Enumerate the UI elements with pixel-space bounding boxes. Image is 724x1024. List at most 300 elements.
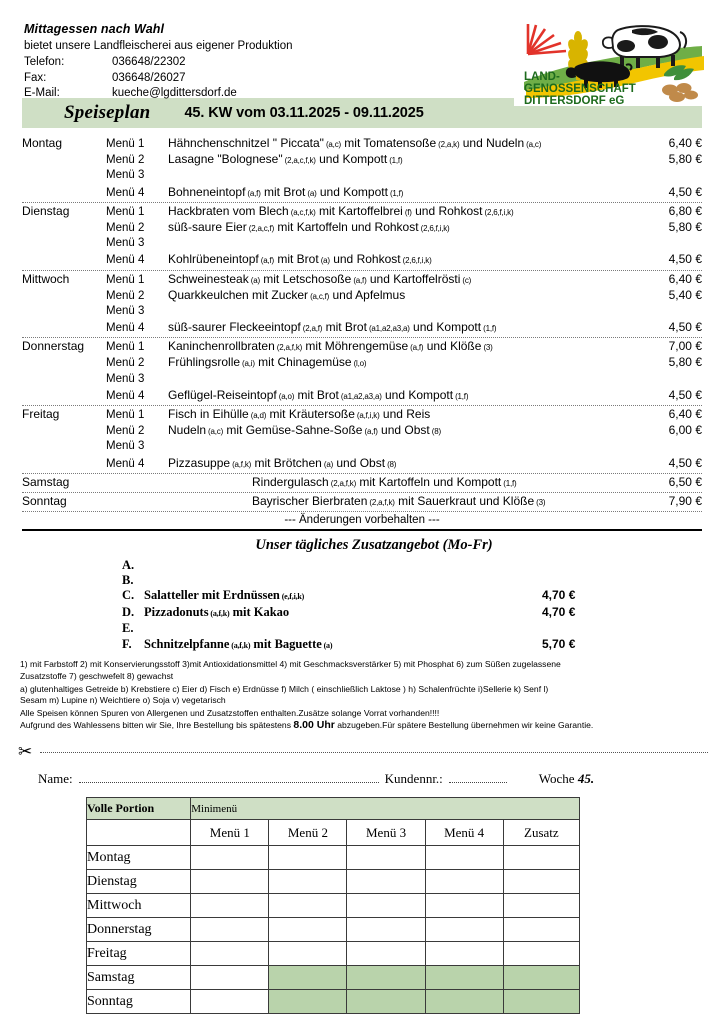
extra-item-letter: D. [122, 605, 135, 620]
allergen-code: (3) [534, 497, 546, 507]
extra-item-row [22, 587, 702, 604]
menu-number-label: Menü 1 [106, 138, 145, 150]
order-cell[interactable] [425, 870, 503, 894]
order-table-title-row [87, 798, 580, 820]
menu-number-label: Menü 3 [106, 440, 145, 453]
dish-text: und Kompott [315, 152, 388, 167]
menu-number-label: Menü 4 [106, 254, 145, 267]
allergen-code: (a) [321, 459, 334, 469]
allergen-code: (a,c) [323, 140, 341, 149]
allergen-code: (a,f,k) [229, 640, 251, 650]
menu-day-name: Mittwoch [22, 271, 70, 286]
order-cell[interactable] [191, 870, 269, 894]
changes-note: --- Änderungen vorbehalten --- [284, 514, 440, 527]
allergen-code: (2,a,c,f,k) [282, 156, 316, 166]
allergen-code: (a,c) [524, 140, 542, 149]
order-cell-unavailable [425, 990, 503, 1014]
legend-line-6 [20, 720, 708, 732]
extra-item-price: 4,70 € [542, 588, 576, 603]
banner-date-range: 45. KW vom 03.11.2025 - 09.11.2025 [184, 105, 424, 121]
menu-row [22, 338, 702, 354]
order-col-blank [87, 820, 191, 846]
order-row-day: Montag [87, 846, 191, 870]
allergen-code: (8) [385, 459, 397, 469]
extra-item-price: 5,70 € [542, 636, 576, 651]
menu-row [22, 184, 702, 200]
dish-text: und Kompott [409, 320, 482, 335]
allergen-code: (2,a,k) [436, 140, 460, 149]
menu-day-name: Donnerstag [22, 339, 85, 354]
allergen-code: (2,a,f) [300, 324, 323, 334]
allergen-code: (a) [248, 275, 260, 285]
dish-text: Nudeln [168, 423, 207, 438]
dish-text: mit Kartoffelbrei [315, 203, 403, 218]
dish-text: und Nudeln [459, 136, 525, 150]
dish-text: mit Brot [274, 252, 319, 267]
order-cell[interactable] [269, 918, 347, 942]
extra-item-letter: A. [122, 558, 135, 573]
order-cell[interactable] [269, 846, 347, 870]
extra-item-price: 4,70 € [542, 605, 576, 620]
order-cell[interactable] [425, 918, 503, 942]
dish-text: und Kompott [316, 184, 388, 199]
dish-description [168, 422, 644, 440]
extra-item-letter: B. [122, 572, 134, 587]
menu-number-label: Menü 1 [106, 273, 145, 286]
order-cell[interactable] [269, 942, 347, 966]
order-cell-unavailable [503, 966, 579, 990]
extra-item-name [122, 587, 522, 605]
contact-label: E-Mail: [24, 87, 60, 100]
extras-list [22, 558, 702, 653]
dish-text: Lasagne "Bolognese" [168, 152, 283, 167]
dish-text: und Rohkost [329, 252, 401, 267]
allergen-code: (2,a,c,f) [246, 223, 275, 233]
dish-text: mit Brötchen [251, 455, 322, 470]
order-form-fields [38, 771, 724, 787]
menu-number-label: Menü 1 [106, 409, 145, 421]
menu-day-name: Freitag [22, 407, 60, 421]
order-table-row [87, 894, 580, 918]
allergen-code: (a,d) [248, 411, 267, 420]
allergen-code: (l,o) [351, 359, 367, 369]
menu-row [22, 219, 702, 235]
allergen-code: (a) [305, 188, 317, 198]
extra-text: Pizzadonuts [144, 605, 209, 620]
order-cell[interactable] [425, 846, 503, 870]
name-label: Name: [38, 771, 73, 787]
header-subtitle: bietet unsere Landfleischerei aus eigener Produktion [24, 40, 293, 52]
week-value: 45. [577, 771, 595, 787]
allergen-code: (a) [318, 256, 330, 266]
dish-text: und Klöße [423, 339, 482, 354]
extra-text: Schnitzelpfanne [144, 636, 230, 651]
extra-item-name [122, 636, 522, 654]
menu-row [22, 493, 702, 509]
extra-item-row [22, 573, 702, 588]
menu-day-block [22, 135, 702, 203]
order-cell[interactable] [503, 846, 579, 870]
menu-price: 5,40 € [668, 287, 702, 302]
extra-text: Salatteller mit Erdnüssen [144, 588, 280, 603]
dish-text: Rindergulasch [252, 474, 329, 489]
legend-line-2: Zusatzstoffe 7) geschwefelt 8) gewachst [20, 670, 174, 681]
order-col-header: Menü 3 [347, 820, 425, 846]
logo-line-3: DITTERSDORF eG [524, 95, 625, 106]
dish-text: mit Kartoffeln und Rohkost [274, 219, 419, 234]
dish-text: und Kartoffelrösti [366, 271, 461, 286]
logo-line-1: LAND- [524, 71, 560, 83]
menu-day-block [22, 271, 702, 339]
extra-item-row [22, 636, 702, 653]
order-cell[interactable] [347, 894, 425, 918]
order-cell[interactable] [425, 942, 503, 966]
menu-day-block [22, 338, 702, 406]
dish-text: süß-saure Eier [168, 219, 247, 234]
allergen-code: (2,6,f,i,k) [482, 207, 514, 217]
legend-line-5: Alle Speisen können Spuren von Allergenen und Zusatzstoffen enthalten.Zusätze solange Vorrat vorhanden!!!! [20, 708, 440, 719]
dish-text: mit Kräutersoße [266, 407, 355, 421]
order-table-row [87, 846, 580, 870]
order-cell-unavailable [503, 990, 579, 1014]
dish-text: mit Letschosoße [259, 271, 352, 286]
legend-order-deadline: 8.00 Uhr [293, 718, 335, 731]
allergen-code: (a,f) [362, 427, 378, 437]
menu-row [22, 287, 702, 303]
dish-description [252, 474, 644, 492]
menu-number-label: Menü 3 [106, 169, 145, 182]
order-cell[interactable] [191, 990, 269, 1014]
menu-row [22, 422, 702, 438]
menu-day-name: Samstag [22, 474, 70, 489]
allergen-legend [20, 659, 708, 732]
menu-price: 6,00 € [668, 423, 702, 438]
banner-title: Speiseplan [64, 102, 151, 123]
menu-row [22, 406, 702, 422]
volle-portion-header: Volle Portion [87, 798, 191, 820]
order-cell[interactable] [425, 894, 503, 918]
menu-day-block [22, 493, 702, 512]
order-cell[interactable] [503, 870, 579, 894]
dish-description [168, 219, 644, 237]
order-table [86, 797, 580, 1014]
allergen-code: (a,c,f) [308, 291, 330, 301]
legend-order-suffix: abzugeben.Für spätere Bestellung übernehmen wir keine Garantie. [334, 719, 594, 730]
menu-price: 6,80 € [668, 203, 702, 218]
dish-text: mit Möhrengemüse [302, 339, 409, 354]
order-row-day: Samstag [87, 966, 191, 990]
order-cell[interactable] [503, 918, 579, 942]
allergen-code: (3) [481, 343, 493, 353]
menu-row [22, 354, 702, 370]
contact-value: 036648/22302 [112, 56, 186, 68]
allergen-code: (1,f) [387, 188, 404, 198]
menu-row [22, 203, 702, 219]
dish-text: Kaninchenrollbraten [168, 339, 275, 354]
dish-text: und Rohkost [411, 203, 483, 218]
order-cell[interactable] [347, 870, 425, 894]
allergen-code: (2,6,f,i,k) [418, 223, 450, 233]
dish-text: und Kompott [381, 387, 454, 402]
order-cell-unavailable [347, 990, 425, 1014]
menu-price: 7,90 € [668, 493, 702, 508]
menu-row [22, 271, 702, 287]
menu-row [22, 371, 702, 387]
dish-description [168, 251, 644, 269]
menu-day-block [22, 406, 702, 474]
extra-item-row [22, 604, 702, 621]
allergen-code: (a,f) [408, 343, 424, 353]
order-cell[interactable] [347, 846, 425, 870]
menu-row [22, 387, 702, 403]
dish-text: Schweinesteak [168, 271, 249, 286]
menu-day-name: Montag [22, 136, 63, 150]
menu-price: 4,50 € [668, 320, 702, 335]
dish-text: Kohlrübeneintopf [168, 252, 259, 267]
allergen-code: (2,a,f,k) [367, 497, 395, 507]
menu-number-label: Menü 3 [106, 237, 145, 250]
allergen-code: (a,f,k) [230, 459, 252, 469]
menu-price: 6,50 € [668, 474, 702, 489]
customer-number-label: Kundennr.: [384, 771, 443, 787]
contact-label: Telefon: [24, 56, 65, 68]
allergen-code: (1,f) [501, 478, 517, 488]
legend-line-4: Sesam m) Lupine n) Weichtiere o) Soja v) vegetarisch [20, 695, 226, 706]
menu-number-label: Menü 2 [106, 154, 145, 167]
dish-text: Pizzasuppe [168, 455, 231, 470]
menu-day-block [22, 203, 702, 271]
menu-number-label: Menü 1 [106, 205, 145, 218]
menu-price: 5,80 € [668, 355, 702, 370]
menu-price: 7,00 € [668, 339, 702, 354]
menu-number-label: Menü 1 [106, 341, 145, 354]
dish-text: und Reis [379, 407, 431, 421]
menu-row [22, 303, 702, 319]
menu-price: 5,80 € [668, 152, 702, 167]
order-cell[interactable] [191, 942, 269, 966]
order-row-day: Mittwoch [87, 894, 191, 918]
menu-price: 6,40 € [668, 271, 702, 286]
daily-extras-section [22, 537, 702, 653]
order-cell[interactable] [269, 894, 347, 918]
order-col-header: Menü 4 [425, 820, 503, 846]
order-table-row [87, 918, 580, 942]
dish-text: und Obst [377, 423, 430, 438]
menu-number-label: Menü 2 [106, 357, 145, 370]
menu-number-label: Menü 2 [106, 221, 145, 234]
dish-text: mit Tomatensoße [340, 136, 437, 150]
allergen-code: (a,i) [240, 359, 255, 369]
week-label: Woche [538, 771, 575, 787]
allergen-code: (a,c,f,k) [288, 207, 316, 217]
document-header [0, 0, 724, 106]
order-cell[interactable] [191, 918, 269, 942]
dish-text: mit Chinagemüse [254, 355, 352, 370]
order-cell[interactable] [191, 894, 269, 918]
order-cell[interactable] [347, 942, 425, 966]
menu-row [22, 135, 702, 151]
allergen-code: (e,f,i,k) [279, 592, 305, 602]
dish-text: mit Brot [294, 387, 339, 402]
contact-value: kueche@lgdittersdorf.de [112, 87, 237, 100]
legend-line-3: a) glutenhaltiges Getreide b) Krebstiere c) Eier d) Fisch e) Erdnüsse f) Milch ( einschließlich Laktose ) h) Schalenfrüchte i)Sellerie k) Senf l) [20, 683, 549, 694]
dish-text: Hähnchenschnitzel " Piccata" [168, 136, 324, 150]
menu-number-label: Menü 2 [106, 289, 145, 302]
menu-row [22, 151, 702, 167]
week-field [539, 771, 594, 787]
order-cell[interactable] [347, 918, 425, 942]
menu-row [22, 167, 702, 183]
order-cell[interactable] [191, 966, 269, 990]
dish-text: mit Kartoffeln und Kompott [356, 474, 502, 489]
menu-price: 6,40 € [668, 407, 702, 421]
allergen-code: (8) [429, 427, 441, 437]
extra-item-letter: F. [122, 636, 132, 651]
order-table-row [87, 942, 580, 966]
dish-text: Bayrischer Bierbraten [252, 493, 368, 508]
allergen-code: (a,f) [351, 275, 367, 285]
allergen-code: (a,c) [206, 427, 224, 437]
section-divider [22, 529, 702, 531]
menu-price: 4,50 € [668, 387, 702, 402]
allergen-code: (c) [460, 275, 472, 285]
dish-text: mit Gemüse-Sahne-Soße [223, 423, 363, 438]
order-col-header: Zusatz [503, 820, 579, 846]
allergen-code: (a,f) [258, 256, 274, 266]
allergen-code: (1,f) [453, 391, 469, 401]
dish-description [168, 387, 644, 405]
allergen-code: (1,f) [481, 324, 497, 334]
menu-number-label: Menü 4 [106, 457, 145, 470]
order-table-row [87, 990, 580, 1014]
dish-text: mit Brot [260, 184, 306, 199]
dish-text: Bohneneintopf [168, 184, 246, 199]
legend-line-1: 1) mit Farbstoff 2) mit Konservierungsstoff 3)mit Antioxidationsmittel 4) mit Geschmacksverstärker 5) mit Phosphat 6) zum Süßen zugelassene [20, 658, 561, 669]
allergen-code: (2,a,f,k) [274, 343, 303, 353]
order-cell-unavailable [269, 966, 347, 990]
order-row-day: Dienstag [87, 870, 191, 894]
order-table-row [87, 966, 580, 990]
allergen-code: (a1,a2,a3,a) [366, 324, 410, 334]
order-cell-unavailable [269, 990, 347, 1014]
cut-line [18, 742, 708, 762]
menu-day-block [22, 474, 702, 493]
logo-line-2: GENOSSENSCHAFT [524, 83, 636, 95]
dish-text: Frühlingsrolle [168, 355, 241, 370]
allergen-code: (a,f,i,k) [354, 411, 380, 420]
order-row-day: Sonntag [87, 990, 191, 1014]
dish-description [168, 287, 644, 305]
dish-text: Fisch in Eihülle [168, 407, 249, 421]
allergen-code: (1,f) [387, 156, 403, 166]
dish-description [168, 319, 644, 337]
extra-item-letter: E. [122, 621, 134, 636]
menu-row [22, 474, 702, 490]
dish-description [168, 455, 644, 473]
menu-row [22, 235, 702, 251]
order-cell[interactable] [503, 942, 579, 966]
dish-text: und Apfelmus [329, 287, 406, 302]
allergen-code: (a,f,k) [208, 609, 230, 619]
order-cell[interactable] [503, 894, 579, 918]
contact-value: 036648/26027 [112, 71, 186, 84]
extra-item-row [22, 558, 702, 573]
dish-description [168, 354, 644, 372]
extra-item-row [22, 621, 702, 636]
order-cell-unavailable [347, 966, 425, 990]
legend-order-prefix: Aufgrund des Wahlessens bitten wir Sie, Ihre Bestellung bis spätestens [20, 719, 294, 730]
extras-heading: Unser tägliches Zusatzangebot (Mo-Fr) [255, 537, 493, 554]
menu-number-label: Menü 3 [106, 304, 145, 317]
allergen-code: (2,a,f,k) [328, 478, 357, 488]
menu-row [22, 319, 702, 335]
menu-number-label: Menü 2 [106, 425, 145, 438]
cut-dashes [40, 752, 708, 753]
menu-row [22, 455, 702, 471]
order-cell[interactable] [191, 846, 269, 870]
extra-item-letter: C. [122, 588, 135, 603]
menu-price: 4,50 € [668, 252, 702, 267]
menu-price: 4,50 € [668, 184, 702, 199]
extra-item-name [122, 604, 522, 622]
allergen-code: (f) [402, 207, 412, 217]
order-table-column-row [87, 820, 580, 846]
allergen-code: (a,o) [276, 391, 295, 401]
menu-row [22, 251, 702, 267]
allergen-code: (a1,a2,a3,a) [338, 391, 382, 401]
minimenu-header: Minimenü [191, 798, 580, 820]
dish-text: süß-saurer Fleckeeintopf [168, 320, 301, 335]
page-title: Mittagessen nach Wahl [24, 22, 165, 36]
order-row-day: Freitag [87, 942, 191, 966]
menu-row [22, 438, 702, 454]
menu-day-name: Dienstag [22, 203, 70, 218]
weekly-menu [22, 135, 702, 512]
dish-text: Hackbraten vom Blech [168, 203, 289, 218]
extra-text: mit Kakao [229, 605, 290, 620]
menu-price: 6,40 € [668, 136, 702, 150]
menu-day-name: Sonntag [22, 493, 67, 508]
menu-price: 5,80 € [668, 219, 702, 234]
menu-number-label: Menü 4 [106, 322, 145, 335]
dish-text: und Obst [333, 455, 386, 470]
dish-description [252, 493, 644, 511]
dish-text: Geflügel-Reiseintopf [168, 387, 277, 402]
allergen-code: (2,6,f,i,k) [400, 256, 432, 266]
dish-description [168, 151, 644, 169]
dish-text: mit Sauerkraut und Klöße [394, 493, 535, 508]
customer-number-input[interactable] [449, 771, 507, 783]
dish-description [168, 184, 644, 202]
order-row-day: Donnerstag [87, 918, 191, 942]
company-logo [514, 18, 706, 106]
name-input[interactable] [79, 771, 379, 783]
scissors-icon: ✂ [18, 742, 33, 762]
order-table-row [87, 870, 580, 894]
allergen-code: (a) [321, 640, 333, 650]
allergen-code: (a,f) [245, 188, 261, 198]
contact-label: Fax: [24, 71, 47, 84]
dish-text: Quarkkeulchen mit Zucker [168, 287, 309, 302]
menu-number-label: Menü 3 [106, 372, 145, 385]
dish-text: mit Brot [322, 320, 367, 335]
menu-price: 4,50 € [668, 455, 702, 470]
order-cell-unavailable [425, 966, 503, 990]
extra-text: mit Baguette [250, 636, 322, 651]
menu-number-label: Menü 4 [106, 186, 145, 199]
order-cell[interactable] [269, 870, 347, 894]
order-col-header: Menü 2 [269, 820, 347, 846]
